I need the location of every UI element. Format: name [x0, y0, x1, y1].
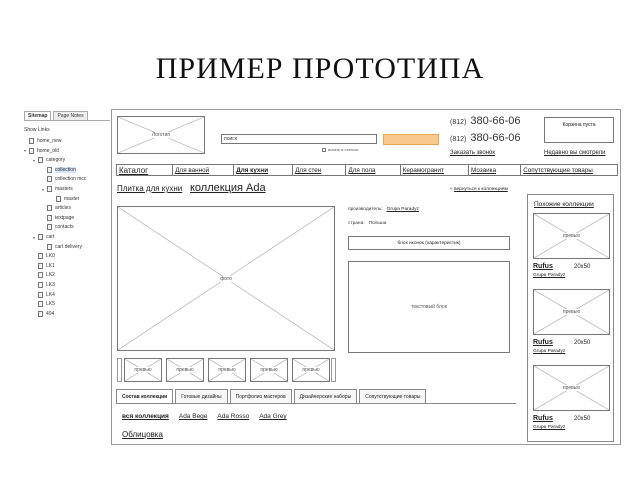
- similar-brand[interactable]: Grupa Paradyz: [533, 349, 566, 354]
- thumb-preview[interactable]: [166, 358, 204, 382]
- page-icon: [47, 215, 52, 221]
- checkbox-icon[interactable]: [322, 148, 326, 152]
- logo-label: Логотип: [151, 132, 171, 138]
- wireframe-page: [111, 109, 621, 445]
- nav-mosaic[interactable]: Мозаика: [469, 165, 521, 175]
- country-value: Польша: [368, 221, 387, 226]
- nav-porcelain[interactable]: Керамогранит: [401, 165, 469, 175]
- phone-number-2: 380-66-06: [470, 132, 521, 144]
- main-photo[interactable]: [117, 206, 335, 351]
- search-articles-label: искать в статьях: [328, 147, 359, 152]
- back-to-collections[interactable]: [450, 187, 508, 192]
- similar-size: 20x50: [574, 416, 591, 422]
- text-block: [348, 261, 510, 353]
- back-link-label: вернуться к коллекциям: [454, 187, 508, 192]
- main-photo-label: фото: [220, 275, 232, 282]
- maker-value[interactable]: Grupa Paradyz: [386, 207, 419, 212]
- thumb-preview[interactable]: [292, 358, 330, 382]
- similar-preview-label: превью: [562, 309, 581, 315]
- sitemap-node[interactable]: [42, 223, 74, 231]
- similar-size: 20x50: [574, 340, 591, 346]
- phone-2: [450, 132, 521, 144]
- thumb-prev-arrow[interactable]: [117, 358, 122, 382]
- country-label: страна:: [348, 221, 365, 226]
- sitemap-node[interactable]: [51, 195, 79, 203]
- nav-catalog[interactable]: Каталог: [117, 165, 173, 175]
- similar-collections: [527, 194, 614, 442]
- tab-page-notes[interactable]: Page Notes: [53, 111, 87, 120]
- page-icon: [38, 253, 43, 259]
- thumb-label: превью: [176, 367, 194, 373]
- sitemap-node-label: LK4: [46, 291, 55, 298]
- search-articles-checkbox[interactable]: [322, 147, 358, 152]
- nav-bath[interactable]: Для ванной: [173, 165, 234, 175]
- icons-block: блок иконок (характеристик): [348, 236, 510, 250]
- page-icon: [47, 186, 52, 192]
- section-facing[interactable]: Облицовка: [122, 430, 163, 439]
- sitemap-node-label: category: [46, 157, 66, 164]
- sitemap-node[interactable]: [33, 262, 55, 270]
- sitemap-node-label: LK2: [46, 272, 55, 279]
- sitemap-node[interactable]: [42, 204, 71, 212]
- tab-composition[interactable]: Состав коллекции: [116, 389, 173, 403]
- cart-box[interactable]: Корзина пуста: [544, 117, 614, 143]
- similar-name[interactable]: Rufus: [533, 415, 553, 422]
- page-icon: [47, 167, 52, 173]
- similar-title[interactable]: Похожие коллекции: [534, 201, 594, 208]
- page-icon: [47, 244, 52, 250]
- sitemap-node-label: 404: [46, 310, 55, 317]
- page-icon: [38, 272, 43, 278]
- thumb-preview[interactable]: [250, 358, 288, 382]
- collection-links: [122, 413, 287, 420]
- nav-floor[interactable]: Для пола: [346, 165, 400, 175]
- page-icon: [38, 263, 43, 269]
- page-icon: [38, 234, 43, 240]
- phone-code-1: (812): [450, 119, 467, 126]
- sitemap-panel: [24, 111, 110, 441]
- tabs-divider: [116, 403, 516, 404]
- collection-title: коллекция Ada: [190, 182, 266, 194]
- sitemap-node-label: LK5: [46, 301, 55, 308]
- thumb-label: превью: [302, 367, 320, 373]
- recent-link[interactable]: Недавно вы смотрели: [544, 150, 606, 156]
- sitemap-node[interactable]: [33, 156, 65, 164]
- breadcrumb[interactable]: Плитка для кухни: [117, 184, 183, 193]
- sitemap-node-label: master: [64, 195, 80, 202]
- sitemap-tree: [24, 137, 110, 437]
- search-button[interactable]: [383, 134, 439, 145]
- similar-preview[interactable]: [533, 365, 610, 411]
- thumb-preview[interactable]: [124, 358, 162, 382]
- thumb-next-arrow[interactable]: [331, 358, 336, 382]
- sitemap-node-label: masters: [55, 186, 73, 192]
- phone-1: [450, 115, 521, 127]
- sitemap-node-label: collection mcc: [55, 176, 87, 183]
- sitemap-node[interactable]: [42, 166, 76, 174]
- similar-size: 20x50: [574, 264, 591, 270]
- similar-name[interactable]: Rufus: [533, 263, 553, 270]
- sitemap-node-label: cart delivery: [55, 243, 82, 250]
- page-icon: [38, 292, 43, 298]
- logo-placeholder[interactable]: [117, 116, 205, 154]
- sitemap-node-label: textpage: [55, 214, 75, 221]
- thumb-preview[interactable]: [208, 358, 246, 382]
- sitemap-node[interactable]: [33, 281, 55, 289]
- sitemap-node[interactable]: [42, 185, 73, 193]
- similar-name[interactable]: Rufus: [533, 339, 553, 346]
- sitemap-node-label: home_new: [37, 138, 62, 144]
- sitemap-node[interactable]: [24, 137, 61, 145]
- page-icon: [29, 138, 34, 144]
- similar-preview-label: превью: [562, 385, 581, 391]
- similar-brand[interactable]: Grupa Paradyz: [533, 425, 566, 430]
- content-tabs: [116, 389, 428, 403]
- sitemap-node[interactable]: [42, 243, 82, 251]
- sitemap-tabs: [24, 111, 110, 121]
- main-nav: [116, 164, 618, 176]
- sitemap-node[interactable]: [42, 175, 86, 183]
- sitemap-node[interactable]: [24, 147, 59, 155]
- thumb-label: превью: [218, 367, 236, 373]
- phone-number-1: 380-66-06: [470, 115, 521, 127]
- link-ada-grey[interactable]: Ada Grey: [259, 413, 287, 420]
- tab-sitemap[interactable]: Sitemap: [24, 111, 51, 120]
- sitemap-node-label: articles: [55, 205, 71, 212]
- maker-row: [348, 207, 419, 212]
- page-icon: [38, 301, 43, 307]
- slide-title: ПРИМЕР ПРОТОТИПА: [155, 52, 485, 85]
- sitemap-node-label: LK1: [46, 262, 55, 269]
- page-icon: [47, 224, 52, 230]
- page-icon: [47, 176, 52, 182]
- sitemap-node[interactable]: [33, 271, 55, 279]
- nav-kitchen[interactable]: Для кухни: [234, 165, 293, 175]
- page-icon: [38, 157, 43, 163]
- sitemap-node-label: LK0: [46, 253, 55, 260]
- similar-preview[interactable]: [533, 213, 610, 259]
- thumb-label: превью: [260, 367, 278, 373]
- back-arrow-icon: «: [450, 187, 453, 192]
- nav-accessories[interactable]: Сопутствующие товары: [523, 167, 593, 174]
- link-all[interactable]: вся коллекция: [122, 413, 169, 420]
- tab-related[interactable]: Сопутствующие товары: [359, 389, 426, 403]
- maker-label: производитель:: [348, 207, 383, 212]
- expand-arrow-icon[interactable]: ▾: [24, 148, 27, 154]
- callback-link[interactable]: Заказать звонок: [450, 150, 495, 156]
- page-icon: [29, 148, 34, 154]
- expand-arrow-icon[interactable]: ▾: [42, 186, 45, 192]
- sitemap-node[interactable]: [33, 233, 54, 241]
- similar-preview[interactable]: [533, 289, 610, 335]
- tab-designs[interactable]: Готовые дизайны: [175, 389, 227, 403]
- tab-portfolio[interactable]: Портфолио мастеров: [230, 389, 292, 403]
- sitemap-node-label: cart: [46, 234, 55, 240]
- sitemap-node-label: collection: [55, 166, 76, 173]
- sitemap-node[interactable]: [33, 252, 55, 260]
- search-input[interactable]: поиск: [221, 134, 377, 144]
- sitemap-node[interactable]: [33, 291, 55, 299]
- country-row: [348, 221, 386, 226]
- show-links[interactable]: Show Links: [24, 127, 50, 133]
- sitemap-node-label: LK3: [46, 282, 55, 288]
- similar-brand[interactable]: Grupa Paradyz: [533, 273, 566, 278]
- page-icon: [47, 205, 52, 211]
- sitemap-node[interactable]: [42, 214, 74, 222]
- tab-designer-sets[interactable]: Дизайнерские наборы: [294, 389, 358, 403]
- sitemap-node[interactable]: [33, 300, 55, 308]
- thumb-label: превью: [134, 367, 152, 373]
- nav-walls[interactable]: Для стен: [293, 165, 346, 175]
- link-ada-rosso[interactable]: Ada Rosso: [217, 413, 250, 420]
- sitemap-node-label: contacts: [55, 224, 74, 231]
- expand-arrow-icon[interactable]: ▾: [33, 234, 36, 240]
- similar-preview-label: превью: [562, 233, 581, 239]
- page-icon: [38, 282, 43, 288]
- sitemap-node[interactable]: [33, 310, 54, 318]
- text-block-label: текстовый блок: [411, 304, 447, 310]
- sitemap-node-label: home_old: [37, 147, 59, 154]
- link-ada-bege[interactable]: Ada Bege: [178, 413, 208, 420]
- page-icon: [38, 311, 43, 317]
- page-icon: [56, 196, 61, 202]
- phone-code-2: (812): [450, 136, 467, 143]
- expand-arrow-icon[interactable]: ▾: [33, 157, 36, 163]
